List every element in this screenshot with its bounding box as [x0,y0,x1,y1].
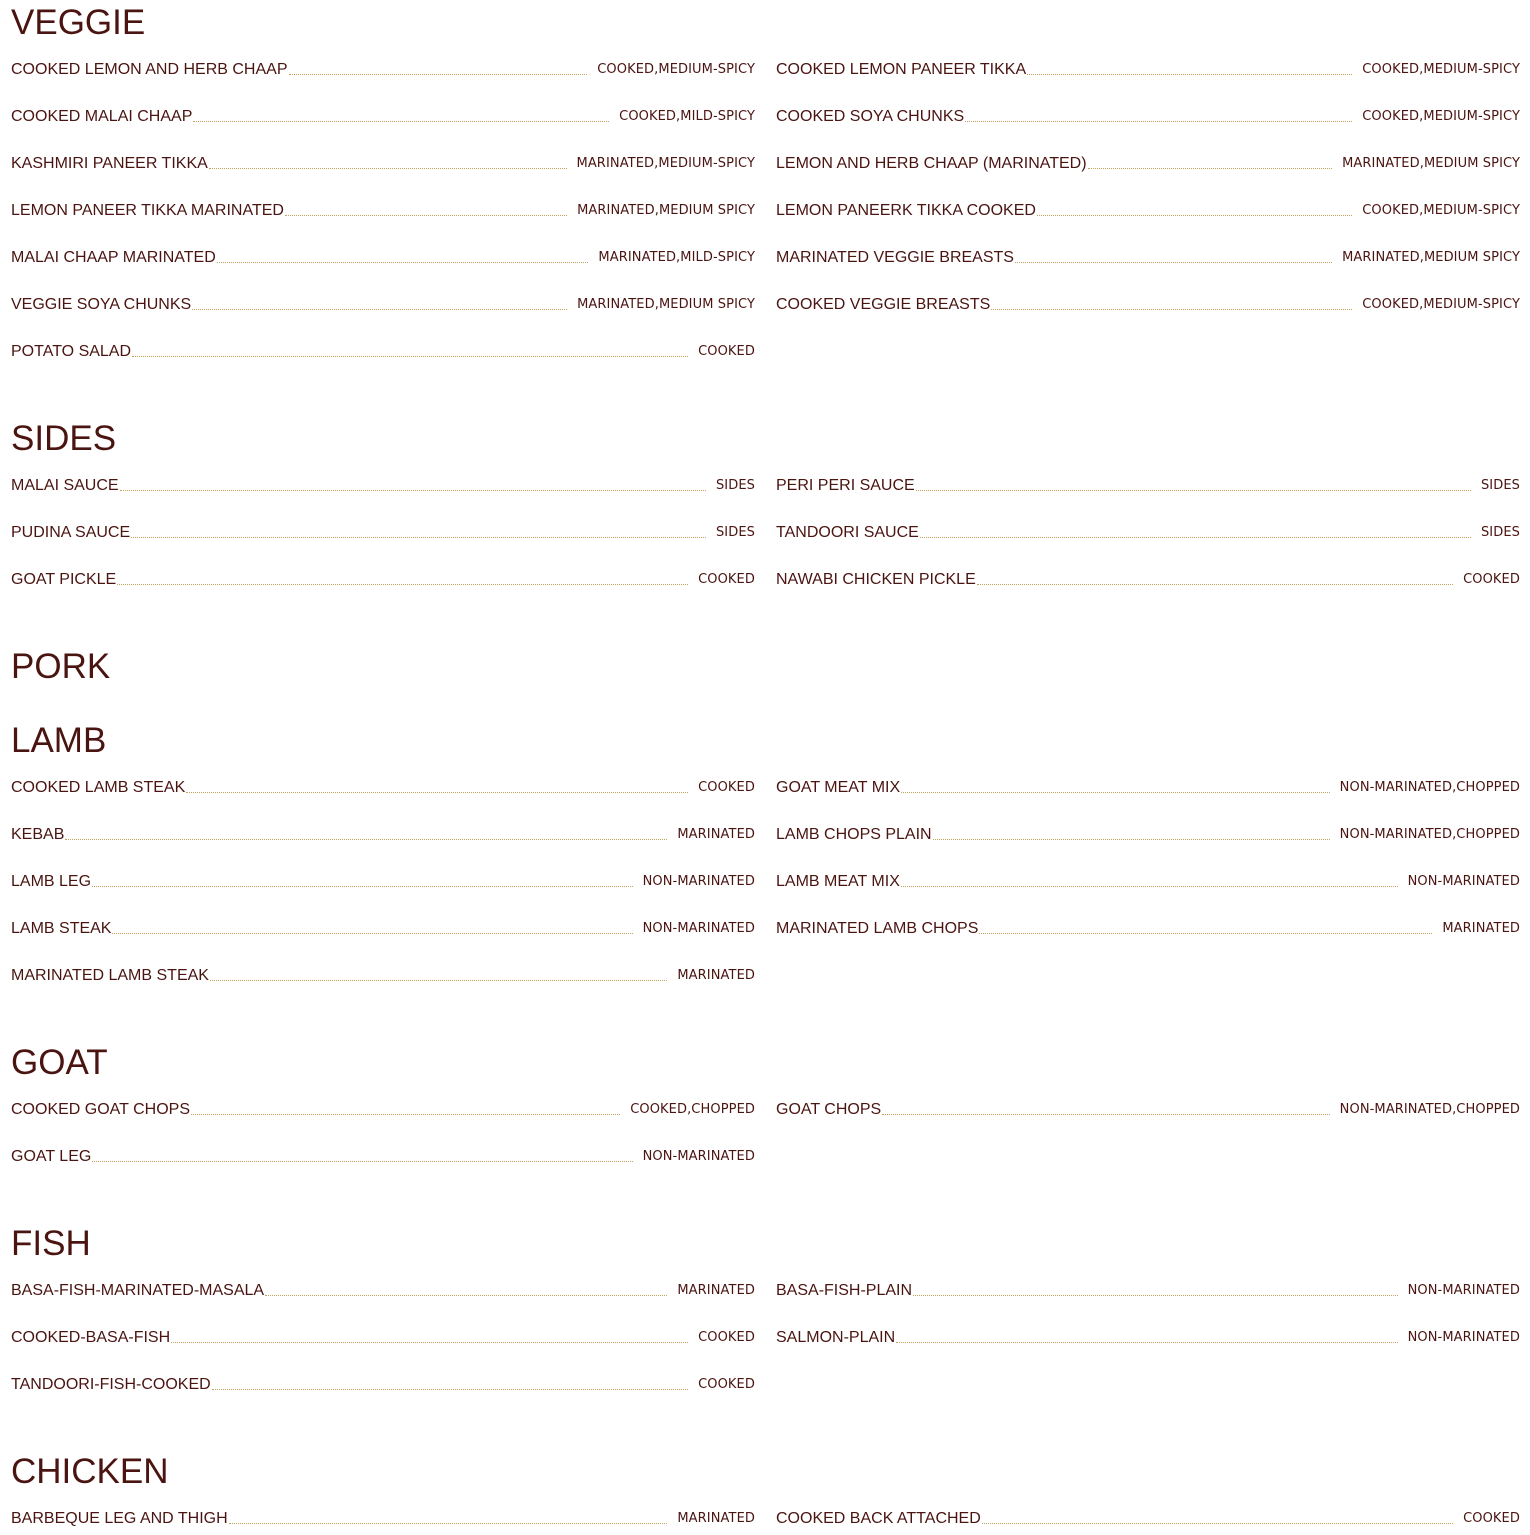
dotted-leader [977,570,1453,585]
item-name: COOKED SOYA CHUNKS [776,108,965,125]
item-name: GOAT PICKLE [11,571,117,588]
item-tag: NON-MARINATED [1407,1330,1520,1345]
item-name: GOAT LEG [11,1148,92,1165]
menu-item [11,1375,755,1401]
dotted-leader [92,872,633,887]
item-tag: MARINATED [1442,921,1520,936]
item-tag: COOKED [1463,572,1520,587]
dotted-leader [186,778,688,793]
dotted-leader [65,825,667,840]
item-name: PUDINA SAUCE [11,524,131,541]
item-name: VEGGIE SOYA CHUNKS [11,296,192,313]
item-name: COOKED LEMON AND HERB CHAAP [11,61,288,78]
item-tag: NON-MARINATED,CHOPPED [1339,1102,1520,1117]
section-title: LAMB [11,721,107,760]
dotted-leader [112,919,632,934]
item-name: COOKED LAMB STEAK [11,779,186,796]
section-title: FISH [11,1224,91,1263]
menu-item [11,778,755,804]
item-name: LEMON AND HERB CHAAP (MARINATED) [776,155,1087,172]
item-name: LAMB CHOPS PLAIN [776,826,932,843]
menu-item [11,1328,755,1354]
item-name: LAMB MEAT MIX [776,873,900,890]
dotted-leader [209,154,567,169]
menu-item [776,872,1520,898]
item-tag: NON-MARINATED [642,1149,755,1164]
menu-item [776,107,1520,133]
menu-item [11,476,755,502]
dotted-leader [285,201,567,216]
menu-item [11,248,755,274]
menu-item [11,1281,755,1307]
item-tag: MARINATED,MEDIUM SPICY [1342,250,1520,265]
item-name: COOKED VEGGIE BREASTS [776,296,991,313]
dotted-leader [120,476,706,491]
menu-item [11,1100,755,1126]
menu-item [776,825,1520,851]
menu-item [776,1328,1520,1354]
dotted-leader [965,107,1352,122]
item-tag: MARINATED [677,827,755,842]
item-tag: COOKED [698,344,755,359]
item-name: MARINATED VEGGIE BREASTS [776,249,1014,266]
item-tag: MARINATED [677,968,755,983]
item-name: BASA-FISH-PLAIN [776,1282,913,1299]
item-name: LEMON PANEERK TIKKA COOKED [776,202,1036,219]
section-title: GOAT [11,1043,108,1082]
item-tag: COOKED,MEDIUM-SPICY [1362,109,1520,124]
item-tag: MARINATED,MEDIUM SPICY [1342,156,1520,171]
item-name: BARBEQUE LEG AND THIGH [11,1510,228,1527]
dotted-leader [933,825,1330,840]
dotted-leader [913,1281,1398,1296]
item-tag: NON-MARINATED [1407,874,1520,889]
section-title: CHICKEN [11,1452,169,1491]
menu-item [11,154,755,180]
menu-item [11,872,755,898]
item-name: BASA-FISH-MARINATED-MASALA [11,1282,265,1299]
item-name: LAMB STEAK [11,920,112,937]
section-title: SIDES [11,419,117,458]
menu-item [11,966,755,992]
item-tag: COOKED [698,1377,755,1392]
item-tag: COOKED [698,572,755,587]
menu-item [776,1509,1520,1535]
dotted-leader [210,966,667,981]
menu-item [11,201,755,227]
menu-item [776,570,1520,596]
item-name: MALAI SAUCE [11,477,119,494]
item-name: COOKED GOAT CHOPS [11,1101,190,1118]
item-name: KEBAB [11,826,65,843]
item-name: COOKED MALAI CHAAP [11,108,193,125]
menu-item [776,248,1520,274]
dotted-leader [982,1509,1453,1524]
menu-item [776,476,1520,502]
item-tag: COOKED,MEDIUM-SPICY [597,62,755,77]
menu-item [11,107,755,133]
menu-item [11,1509,755,1535]
item-tag: MARINATED,MEDIUM SPICY [577,203,755,218]
item-tag: NON-MARINATED [1407,1283,1520,1298]
dotted-leader [192,295,567,310]
item-tag: NON-MARINATED [642,921,755,936]
item-tag: COOKED,CHOPPED [630,1102,755,1117]
dotted-leader [882,1100,1329,1115]
item-tag: COOKED [698,1330,755,1345]
section-title: PORK [11,647,111,686]
menu-item [11,570,755,596]
dotted-leader [265,1281,667,1296]
menu-item [776,201,1520,227]
dotted-leader [132,342,688,357]
menu-item [11,295,755,321]
menu-item [776,919,1520,945]
item-name: NAWABI CHICKEN PICKLE [776,571,976,588]
dotted-leader [217,248,589,263]
item-name: MARINATED LAMB CHOPS [776,920,979,937]
item-tag: MARINATED [677,1511,755,1526]
dotted-leader [1037,201,1352,216]
item-tag: COOKED,MEDIUM-SPICY [1362,203,1520,218]
dotted-leader [92,1147,632,1162]
item-tag: COOKED,MEDIUM-SPICY [1362,297,1520,312]
item-name: POTATO SALAD [11,343,132,360]
item-tag: SIDES [1480,478,1520,493]
dotted-leader [212,1375,688,1390]
dotted-leader [171,1328,688,1343]
dotted-leader [191,1100,620,1115]
item-name: PERI PERI SAUCE [776,477,915,494]
item-name: COOKED BACK ATTACHED [776,1510,981,1527]
menu-item [776,1100,1520,1126]
item-name: COOKED-BASA-FISH [11,1329,171,1346]
dotted-leader [991,295,1352,310]
menu-item [776,154,1520,180]
dotted-leader [916,476,1471,491]
dotted-leader [901,872,1398,887]
item-name: KASHMIRI PANEER TIKKA [11,155,208,172]
dotted-leader [193,107,609,122]
item-tag: SIDES [1480,525,1520,540]
menu-item [776,60,1520,86]
dotted-leader [979,919,1432,934]
menu-item [11,825,755,851]
dotted-leader [131,523,706,538]
dotted-leader [229,1509,668,1524]
item-tag: MARINATED,MEDIUM-SPICY [576,156,755,171]
dotted-leader [920,523,1471,538]
item-name: MALAI CHAAP MARINATED [11,249,216,266]
item-name: GOAT CHOPS [776,1101,882,1118]
dotted-leader [1088,154,1333,169]
item-name: SALMON-PLAIN [776,1329,896,1346]
dotted-leader [117,570,688,585]
item-name: TANDOORI-FISH-COOKED [11,1376,211,1393]
item-name: MARINATED LAMB STEAK [11,967,209,984]
menu-item [776,1281,1520,1307]
item-name: GOAT MEAT MIX [776,779,901,796]
item-tag: MARINATED,MILD-SPICY [598,250,755,265]
item-tag: SIDES [715,525,755,540]
dotted-leader [289,60,588,75]
menu-item [11,60,755,86]
dotted-leader [1015,248,1332,263]
item-tag: SIDES [715,478,755,493]
item-name: TANDOORI SAUCE [776,524,919,541]
item-name: LAMB LEG [11,873,92,890]
item-name: COOKED LEMON PANEER TIKKA [776,61,1027,78]
item-tag: COOKED,MILD-SPICY [619,109,755,124]
menu-item [11,342,755,368]
item-tag: MARINATED,MEDIUM SPICY [577,297,755,312]
menu-item [11,919,755,945]
menu-item [11,523,755,549]
menu-item [776,295,1520,321]
item-tag: NON-MARINATED,CHOPPED [1339,780,1520,795]
item-name: LEMON PANEER TIKKA MARINATED [11,202,284,219]
section-title: VEGGIE [11,3,146,42]
menu-item [11,1147,755,1173]
menu-item [776,523,1520,549]
item-tag: COOKED [698,780,755,795]
menu-item [776,778,1520,804]
dotted-leader [1027,60,1352,75]
item-tag: NON-MARINATED,CHOPPED [1339,827,1520,842]
dotted-leader [896,1328,1397,1343]
item-tag: COOKED [1463,1511,1520,1526]
dotted-leader [901,778,1329,793]
item-tag: MARINATED [677,1283,755,1298]
item-tag: NON-MARINATED [642,874,755,889]
item-tag: COOKED,MEDIUM-SPICY [1362,62,1520,77]
